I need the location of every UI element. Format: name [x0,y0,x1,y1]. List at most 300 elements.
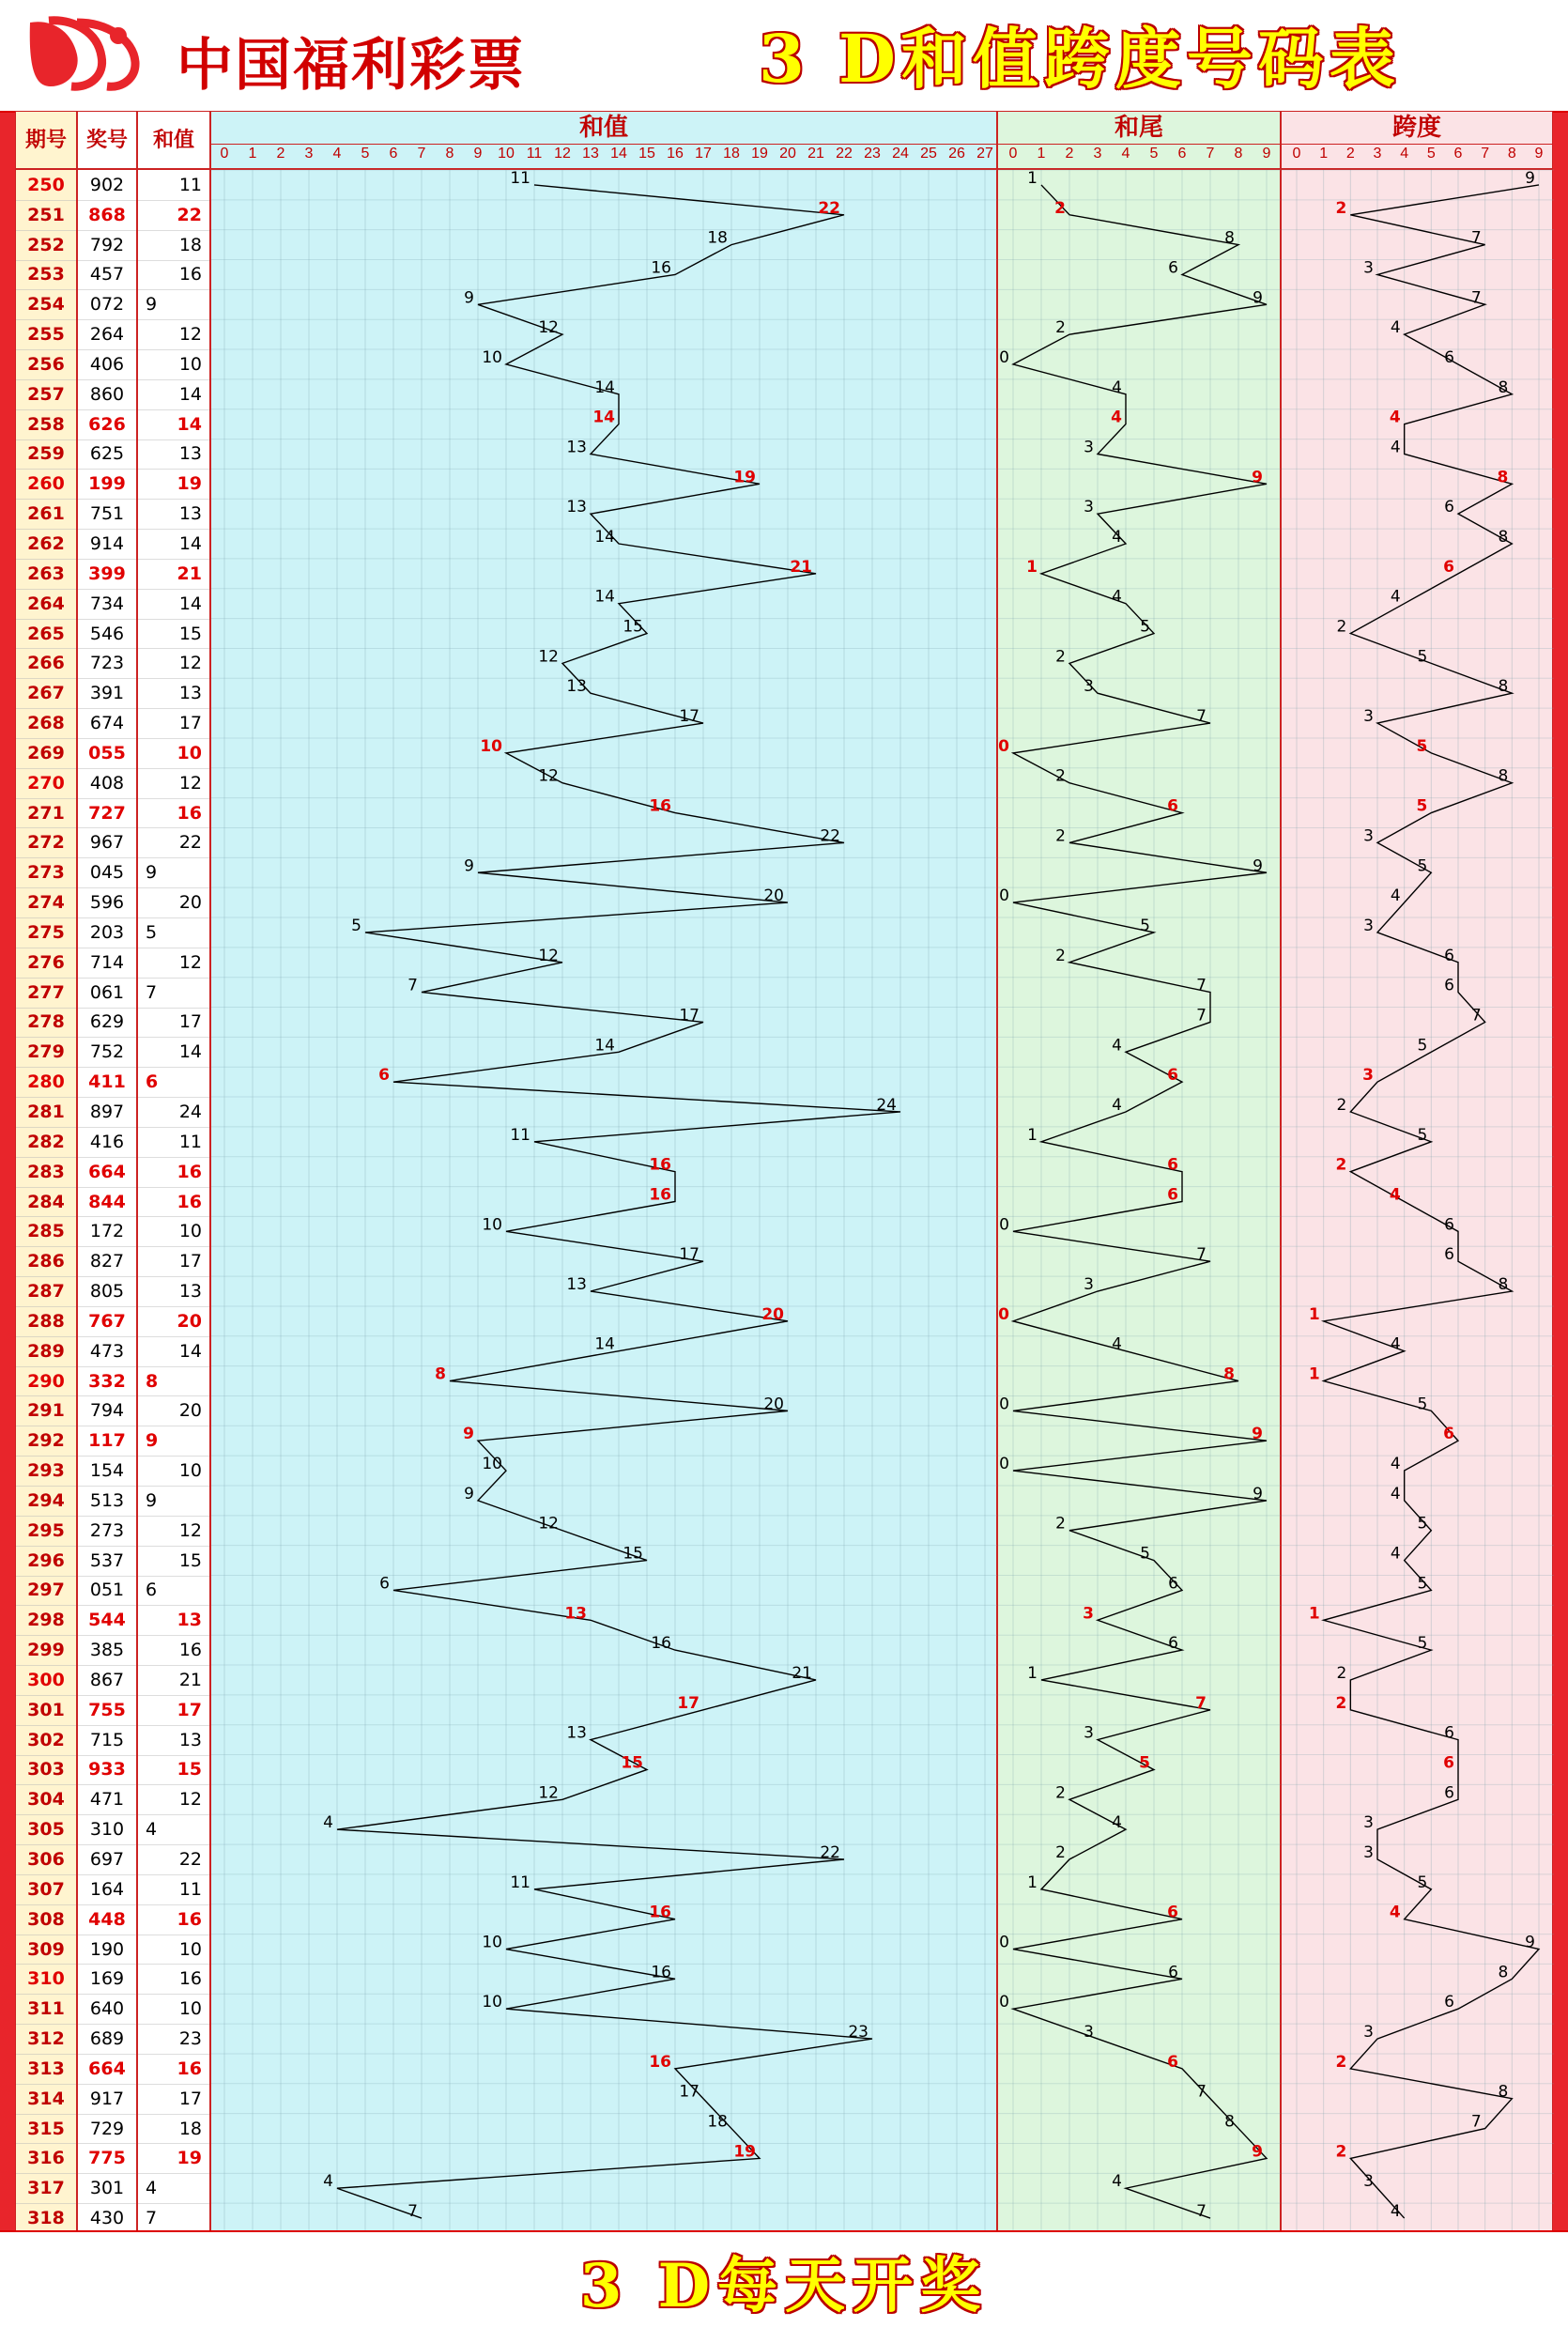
row-divider [138,1994,209,1995]
plot-hewei [997,169,1281,2232]
cell-jianghao: 154 [89,1460,125,1482]
cell-hezhi: 14 [178,1041,202,1063]
cell-jianghao: 792 [89,234,125,255]
row-divider [16,2024,76,2025]
data-point-label: 7 [1196,2082,1207,2102]
data-point-label: 7 [1195,1693,1207,1713]
data-point-label: 6 [1444,976,1454,995]
data-point-label: 3 [1084,677,1094,697]
row-divider [78,678,136,679]
data-point-label: 4 [323,2172,333,2192]
row-divider [138,857,209,858]
row-divider [78,1725,136,1726]
axis-tick: 22 [836,146,853,162]
cell-jianghao: 391 [89,683,125,704]
row-divider [138,1516,209,1517]
row-divider [16,1157,76,1158]
cell-jianghao: 310 [89,1819,125,1841]
cell-hezhi: 5 [146,921,158,943]
cell-qihao: 251 [27,204,65,225]
data-point-label: 5 [351,916,361,935]
row-divider [16,857,76,858]
data-point-label: 0 [999,1395,1009,1414]
cell-hezhi: 14 [177,413,202,435]
cell-jianghao: 727 [88,802,126,824]
row-divider [138,917,209,918]
row-divider [78,1246,136,1247]
cell-jianghao: 794 [89,1400,125,1422]
cell-jianghao: 408 [89,772,125,794]
row-divider [16,708,76,709]
cell-jianghao: 715 [89,1729,125,1750]
cell-hezhi: 20 [178,1400,202,1422]
cell-jianghao: 767 [88,1310,126,1332]
row-divider [16,2114,76,2115]
row-divider [138,738,209,739]
cell-qihao: 277 [27,981,65,1003]
row-divider [78,1456,136,1457]
cell-hezhi: 20 [178,892,202,914]
data-point-label: 4 [1389,408,1401,427]
group-header-kuadu: 跨度 [1281,111,1553,145]
row-divider [138,1395,209,1396]
cell-qihao: 261 [27,503,65,525]
cell-qihao: 295 [27,1519,65,1541]
cell-jianghao: 473 [89,1340,125,1362]
cell-qihao: 289 [27,1340,65,1362]
data-point-label: 15 [621,1753,643,1773]
data-point-label: 21 [790,557,812,577]
row-divider [16,887,76,888]
cell-hezhi: 16 [177,1191,202,1212]
data-point-label: 8 [1498,2082,1509,2102]
row-divider [16,1964,76,1965]
row-divider [138,319,209,320]
cell-hezhi: 9 [146,294,158,316]
data-point-label: 2 [1055,1783,1066,1803]
axis-tick: 1 [248,146,257,162]
axis-tick: 7 [417,146,426,162]
data-point-label: 2 [1335,2142,1347,2162]
data-point-label: 6 [1444,1215,1454,1235]
row-divider [78,1964,136,1965]
cell-jianghao: 537 [89,1549,125,1571]
data-point-label: 3 [1363,1813,1374,1833]
data-point-label: 2 [1336,1095,1347,1115]
cell-hezhi: 16 [178,1640,202,1661]
data-point-label: 3 [1363,258,1374,278]
page-title: 3 D和值跨度号码表 [759,20,1401,98]
data-point-label: 6 [378,1066,390,1086]
row-divider [16,2143,76,2144]
axis-tick: 14 [610,146,627,162]
data-point-label: 9 [1253,1484,1263,1503]
data-point-label: 0 [999,347,1009,367]
cell-hezhi: 12 [178,951,202,973]
data-point-label: 7 [1470,288,1482,308]
cell-hezhi: 11 [178,174,202,195]
cell-hezhi: 10 [178,1221,202,1242]
data-point-label: 16 [649,2052,671,2072]
axis-tick: 2 [276,146,285,162]
row-divider [78,469,136,470]
axis-tick: 0 [1292,146,1301,162]
cell-qihao: 296 [27,1549,65,1571]
axis-tick: 9 [1262,146,1271,162]
cell-jianghao: 416 [89,1131,125,1152]
row-divider [78,1395,136,1396]
data-point-label: 9 [464,856,474,876]
data-point-label: 5 [1417,1873,1428,1892]
data-point-label: 12 [538,647,559,667]
cell-qihao: 265 [27,623,65,644]
cell-qihao: 314 [27,2088,65,2109]
cell-jianghao: 775 [88,2148,126,2169]
cell-hezhi: 20 [177,1310,202,1332]
row-divider [78,619,136,620]
axis-tick: 9 [1534,146,1544,162]
cell-jianghao: 457 [89,264,125,285]
row-divider [78,1037,136,1038]
data-point-label: 2 [1055,647,1066,667]
cell-qihao: 315 [27,2118,65,2139]
axis-tick: 3 [1373,146,1382,162]
plot-hezhi-svg [211,170,998,2233]
row-divider [78,2024,136,2025]
data-point-label: 3 [1363,707,1374,727]
axis-tick: 0 [220,146,229,162]
cell-jianghao: 190 [89,1938,125,1960]
data-point-label: 6 [1444,1723,1454,1743]
data-point-label: 6 [1168,258,1178,278]
row-divider [138,1725,209,1726]
cell-qihao: 282 [27,1131,65,1152]
cell-qihao: 288 [27,1310,65,1332]
cell-qihao: 267 [27,683,65,704]
axis-tick: 2 [1065,146,1074,162]
cell-qihao: 285 [27,1221,65,1242]
cell-jianghao: 203 [89,921,125,943]
cell-hezhi: 14 [178,1340,202,1362]
axis-tick: 15 [638,146,655,162]
axis-tick: 19 [751,146,768,162]
row-divider [138,1306,209,1307]
row-divider [138,1576,209,1577]
cell-qihao: 258 [27,413,65,435]
data-point-label: 19 [733,2142,756,2162]
cell-qihao: 308 [27,1908,65,1930]
data-point-label: 4 [1112,1334,1122,1354]
data-point-label: 7 [1196,976,1207,995]
axis-tick: 6 [389,146,398,162]
row-divider [138,887,209,888]
data-point-label: 4 [1390,438,1401,457]
row-divider [16,738,76,739]
plot-hezhi [210,169,997,2232]
row-divider [138,1067,209,1068]
cell-hezhi: 24 [178,1101,202,1122]
row-divider [138,349,209,350]
data-point-label: 10 [480,736,502,756]
data-point-label: 10 [482,1215,502,1235]
data-point-label: 0 [999,1215,1009,1235]
row-divider [78,648,136,649]
cell-qihao: 287 [27,1281,65,1303]
cell-jianghao: 844 [88,1191,126,1212]
cell-hezhi: 22 [178,832,202,854]
cell-jianghao: 273 [89,1519,125,1541]
cell-jianghao: 448 [88,1908,126,1930]
data-point-label: 3 [1084,1723,1094,1743]
cell-hezhi: 19 [177,473,202,495]
data-point-label: 8 [1498,1275,1509,1295]
data-point-label: 20 [761,1304,784,1324]
row-divider [78,289,136,290]
row-divider [138,260,209,261]
cell-jianghao: 827 [89,1251,125,1272]
cell-jianghao: 933 [88,1759,126,1780]
data-point-label: 2 [1336,617,1347,637]
cell-hezhi: 6 [146,1071,159,1093]
row-divider [16,1516,76,1517]
cell-hezhi: 18 [178,2118,202,2139]
data-point-label: 1 [1027,1125,1038,1145]
row-divider [138,589,209,590]
axis-tick: 21 [807,146,824,162]
row-divider [16,409,76,410]
data-point-label: 6 [1444,347,1454,367]
data-point-label: 0 [998,1304,1009,1324]
row-divider [16,2084,76,2085]
data-point-label: 6 [1167,1185,1178,1205]
cell-qihao: 318 [27,2208,65,2229]
cell-hezhi: 12 [178,324,202,346]
row-divider [78,1814,136,1815]
data-point-label: 1 [1026,557,1038,577]
cell-hezhi: 13 [178,503,202,525]
axis-tick: 27 [976,146,993,162]
row-divider [16,648,76,649]
data-point-label: 22 [818,198,840,218]
row-divider [16,1635,76,1636]
data-point-label: 18 [707,228,728,248]
cell-qihao: 252 [27,234,65,255]
cell-jianghao: 596 [89,892,125,914]
cell-hezhi: 12 [178,772,202,794]
cell-hezhi: 19 [177,2148,202,2169]
cell-jianghao: 544 [88,1610,126,1631]
row-divider [78,349,136,350]
data-point-label: 1 [1308,1364,1320,1384]
row-divider [138,1814,209,1815]
row-divider [138,827,209,828]
cell-qihao: 312 [27,2028,65,2050]
cell-jianghao: 055 [88,742,126,763]
cell-hezhi: 22 [178,1848,202,1870]
data-point-label: 14 [594,1036,615,1056]
data-point-label: 2 [1335,198,1347,218]
row-divider [16,1216,76,1217]
cell-hezhi: 13 [177,1610,202,1631]
data-point-label: 2 [1335,1155,1347,1175]
data-point-label: 4 [1112,2172,1122,2192]
data-point-label: 9 [1253,856,1263,876]
data-point-label: 5 [1139,1753,1150,1773]
data-point-label: 3 [1084,1275,1094,1295]
row-divider [138,1605,209,1606]
data-point-label: 0 [998,736,1009,756]
data-point-label: 9 [1252,2142,1263,2162]
row-divider [16,1306,76,1307]
row-divider [138,648,209,649]
row-divider [78,2084,136,2085]
row-divider [78,1695,136,1696]
brand-text: 中国福利彩票 [177,33,526,99]
data-point-label: 12 [538,1514,559,1534]
cell-qihao: 309 [27,1938,65,1960]
row-divider [138,678,209,679]
cell-qihao: 250 [27,174,65,195]
cell-jianghao: 385 [89,1640,125,1661]
data-point-label: 12 [538,766,559,786]
row-divider [138,1874,209,1875]
cell-qihao: 303 [27,1759,65,1780]
cell-hezhi: 13 [178,683,202,704]
row-divider [16,589,76,590]
data-point-label: 6 [1444,1783,1454,1803]
data-point-label: 4 [1390,318,1401,338]
cell-hezhi: 16 [177,802,202,824]
data-point-label: 4 [1112,1036,1122,1056]
row-divider [138,529,209,530]
cell-jianghao: 755 [88,1699,126,1720]
axis-ticks-hewei [997,145,1281,169]
cell-jianghao: 967 [89,832,125,854]
cell-qihao: 280 [27,1071,65,1093]
cell-hezhi: 17 [178,1011,202,1033]
data-point-label: 4 [1390,1455,1401,1474]
data-point-label: 14 [594,1334,615,1354]
row-divider [138,499,209,500]
cell-qihao: 271 [27,802,65,824]
data-point-label: 6 [1443,1425,1454,1444]
row-divider [138,1456,209,1457]
cell-qihao: 260 [27,473,65,495]
row-divider [138,2114,209,2115]
row-divider [78,768,136,769]
row-divider [78,917,136,918]
row-divider [16,1755,76,1756]
data-point-label: 4 [1390,886,1401,906]
row-divider [138,1246,209,1247]
row-divider [16,1067,76,1068]
data-point-label: 3 [1363,2172,1374,2192]
cell-jianghao: 714 [89,951,125,973]
data-point-label: 4 [1389,1185,1401,1205]
cell-hezhi: 14 [178,593,202,614]
row-divider [16,2203,76,2204]
row-divider [16,1456,76,1457]
row-divider [78,1366,136,1367]
row-divider [78,1187,136,1188]
row-divider [78,1904,136,1905]
row-divider [16,1665,76,1666]
cell-hezhi: 15 [177,1759,202,1780]
data-point-label: 8 [435,1364,446,1384]
data-point-label: 6 [1443,1753,1454,1773]
row-divider [78,589,136,590]
cell-qihao: 305 [27,1819,65,1841]
cell-jianghao: 751 [89,503,125,525]
row-divider [16,2173,76,2174]
row-divider [138,708,209,709]
row-divider [78,1127,136,1128]
row-divider [78,1516,136,1517]
axis-tick: 8 [1234,146,1243,162]
axis-tick: 7 [1481,146,1490,162]
axis-tick: 2 [1345,146,1355,162]
row-divider [138,1486,209,1487]
data-point-label: 9 [1253,288,1263,308]
cell-hezhi: 7 [146,981,158,1003]
data-point-label: 12 [538,318,559,338]
data-point-label: 7 [407,976,418,995]
axis-tick: 16 [667,146,684,162]
cell-hezhi: 9 [146,1430,159,1452]
row-divider [78,1844,136,1845]
row-divider [138,1695,209,1696]
row-divider [138,1187,209,1188]
cell-hezhi: 10 [178,1998,202,2020]
data-point-label: 1 [1027,1663,1038,1683]
axis-tick: 4 [1400,146,1409,162]
cell-hezhi: 10 [177,742,202,763]
data-point-label: 16 [649,1903,671,1922]
data-point-label: 7 [1196,707,1207,727]
data-point-label: 1 [1308,1604,1320,1624]
row-divider [78,1067,136,1068]
row-divider [16,1546,76,1547]
row-divider [16,1276,76,1277]
data-point-label: 16 [651,1634,671,1654]
data-point-label: 4 [1112,1095,1122,1115]
row-divider [78,857,136,858]
cell-jianghao: 914 [89,533,125,554]
row-divider [78,1994,136,1995]
row-divider [16,1725,76,1726]
cell-jianghao: 868 [88,204,126,225]
cell-qihao: 290 [27,1370,65,1392]
data-point-label: 13 [566,1275,587,1295]
data-point-label: 4 [1112,587,1122,607]
row-divider [78,319,136,320]
data-point-label: 4 [1390,1484,1401,1503]
axis-tick: 17 [695,146,712,162]
data-point-label: 2 [1055,826,1066,846]
cell-hezhi: 7 [146,2208,158,2229]
data-point-label: 8 [1498,766,1509,786]
row-divider [78,2054,136,2055]
cell-hezhi: 12 [178,1789,202,1811]
row-divider [78,1665,136,1666]
data-point-label: 6 [1167,2052,1178,2072]
row-divider [16,1127,76,1128]
cell-hezhi: 12 [178,1519,202,1541]
row-divider [138,1904,209,1905]
data-point-label: 1 [1308,1304,1320,1324]
row-divider [16,379,76,380]
data-point-label: 16 [649,796,671,816]
